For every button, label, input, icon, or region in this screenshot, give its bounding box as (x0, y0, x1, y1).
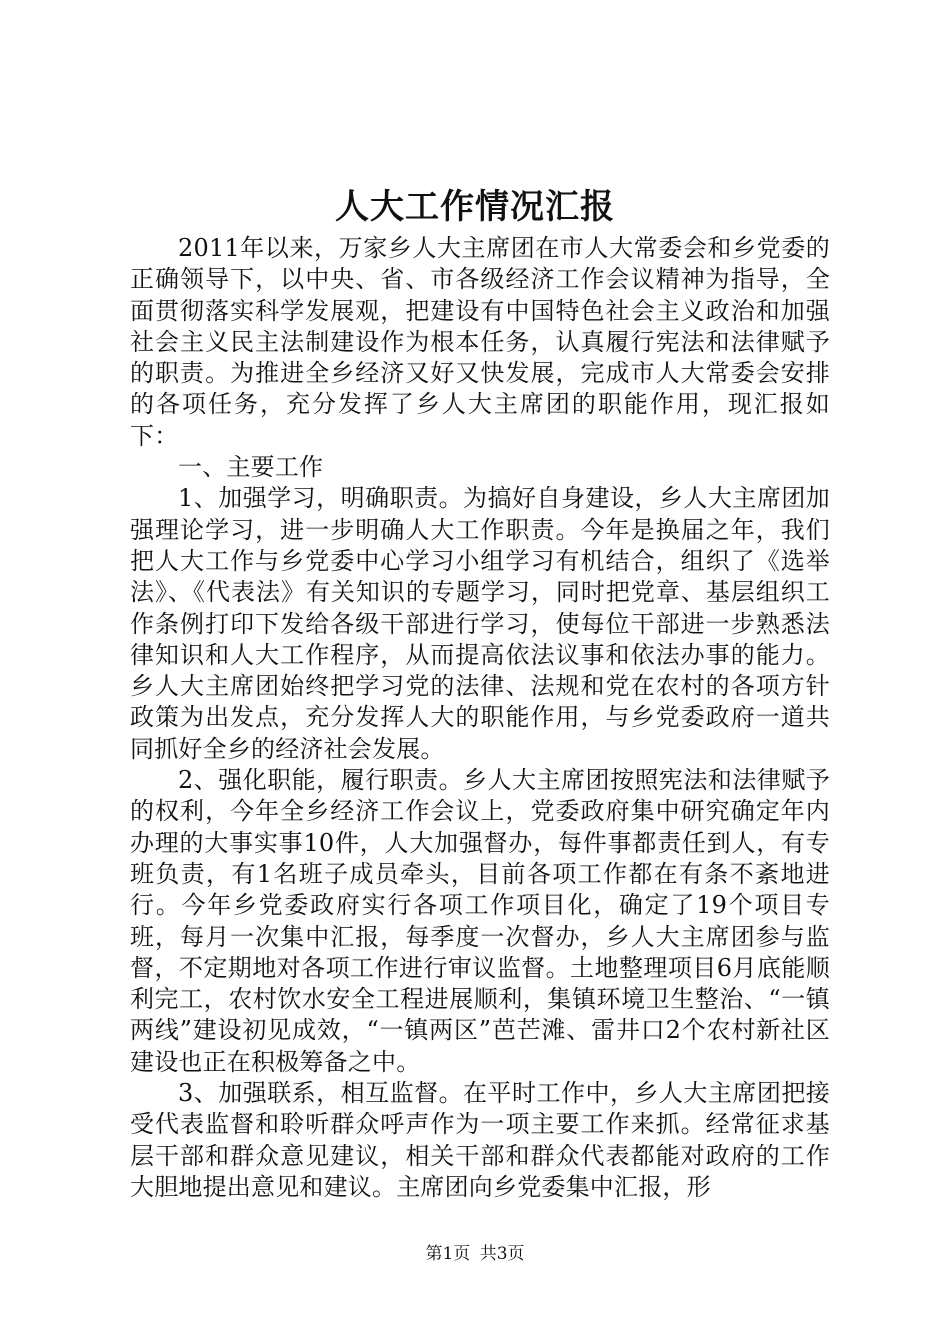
document-title: 人大工作情况汇报 (335, 187, 615, 227)
intro-paragraph: 2011年以来，万家乡人大主席团在市人大常委会和乡党委的正确领导下，以中央、省、市各级经济工作会议精神为指导，全面贯彻落实科学发展观，把建设有中国特色社会主义政治和加强社会主义民主法制建设作为根本任务，认真履行宪法和法律赋予的职责。为推进全乡经济又好又快发展，完成市人大常委会安排的各项任务，充分发挥了乡人大主席团的职能作用，现汇报如下： (130, 234, 830, 450)
page-total: 共3页 (479, 1244, 525, 1264)
page-footer (0, 1242, 950, 1266)
document-body (130, 233, 830, 1203)
page-number: 第1页 (425, 1244, 471, 1264)
paragraph-strengthen-functions: 2、强化职能，履行职责。乡人大主席团按照宪法和法律赋予的权利，今年全乡经济工作会议上，党委政府集中研究确定年内办理的大事实事10件，人大加强督办，每件事都责任到人，有专班负责，有1名班子成员牵头，目前各项工作都在有条不紊地进行。今年乡党委政府实行各项工作项目化，确定了19个项目专班，每月一次集中汇报，每季度一次督办，乡人大主席团参与监督，不定期地对各项工作进行审议监督。土地整理项目6月底能顺利完工，农村饮水安全工程进展顺利，集镇环境卫生整治、“一镇两线”建设初见成效，“一镇两区”芭芒滩、雷井口2个农村新社区建设也正在积极筹备之中。 (130, 766, 830, 1076)
paragraph-study-duties: 1、加强学习，明确职责。为搞好自身建设，乡人大主席团加强理论学习，进一步明确人大工作职责。今年是换届之年，我们把人大工作与乡党委中心学习小组学习有机结合，组织了《选举法》、《代表法》有关知识的专题学习，同时把党章、基层组织工作条例打印下发给各级干部进行学习，使每位干部进一步熟悉法律知识和人大工作程序，从而提高依法议事和依法办事的能力。乡人大主席团始终把学习党的法律、法规和党在农村的各项方针政策为出发点，充分发挥人大的职能作用，与乡党委政府一道共同抓好全乡的经济社会发展。 (130, 484, 830, 763)
paragraph-liaison-supervision: 3、加强联系，相互监督。在平时工作中，乡人大主席团把接受代表监督和聆听群众呼声作为一项主要工作来抓。经常征求基层干部和群众意见建议，相关干部和群众代表都能对政府的工作大胆地提出意见和建议。主席团向乡党委集中汇报，形 (130, 1079, 830, 1201)
section-heading-main-work: 一、主要工作 (178, 453, 324, 482)
